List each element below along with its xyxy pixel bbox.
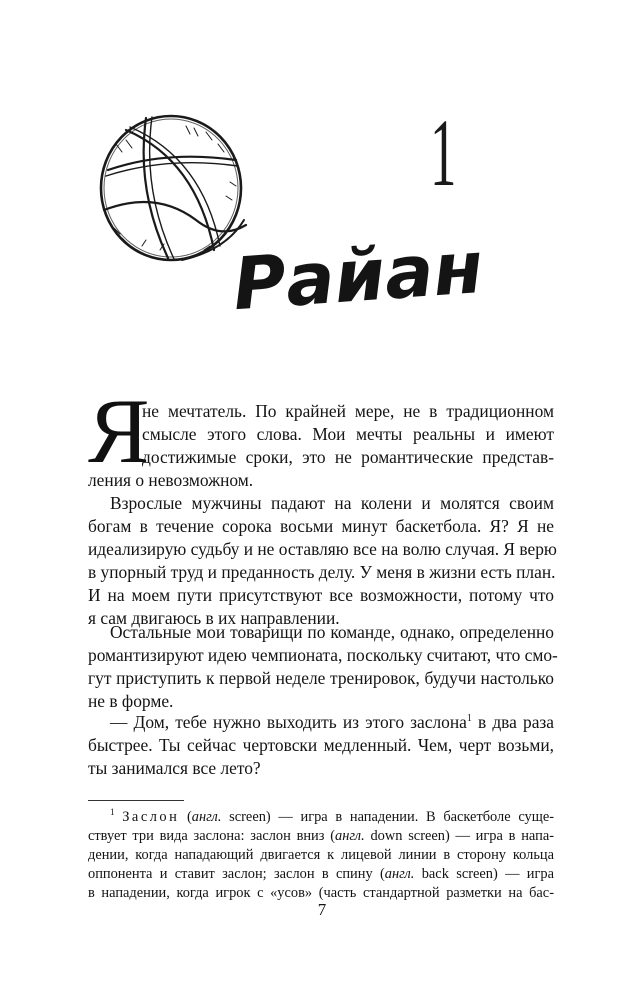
paragraph-2 [88, 492, 557, 630]
text-run: англ. [191, 809, 222, 825]
chapter-title [230, 224, 486, 332]
text-run: в два раза [471, 712, 554, 732]
text-line: И на моем пути присутствуют все возможности, потому что [88, 585, 554, 605]
text-line: ления о невозможном. [88, 470, 254, 490]
footnote-line [88, 827, 554, 846]
footnote-line [88, 865, 554, 884]
footnote-line: дении, когда нападающий двигается к лицевой линии в сторону кольца [88, 847, 554, 863]
text-line: быстрее. Ты сейчас чертовски медленный. Чем, черт возьми, [88, 735, 554, 755]
text-line: романтизируют идею чемпионата, поскольку считают, что смо- [88, 645, 558, 665]
text-line: идеализирую судьбу и не оставляю все на волю случая. Я верю [88, 539, 557, 559]
footnote-separator [88, 800, 184, 801]
chapter-number: 1 [430, 99, 457, 206]
text-line: в упорный труд и преданность делу. У меня в жизни есть план. [88, 562, 556, 582]
text-line: достижимые сроки, это не романтические представ- [142, 447, 554, 467]
footnote-marker: 1 [110, 807, 115, 818]
text-line: не в форме. [88, 691, 174, 711]
text-line [88, 711, 554, 734]
text-run: down screen) — игра в напа- [364, 828, 554, 844]
text-run: англ. [335, 828, 365, 844]
text-run: ствует три вида заслона: заслон вниз ( [88, 828, 336, 844]
text-run: англ. [384, 866, 415, 882]
footnote-reference[interactable]: 1 [466, 713, 472, 725]
text-run: — Дом, тебе нужно выходить из этого заслона [110, 712, 467, 732]
text-run: ( [179, 809, 192, 825]
text-line: не мечтатель. По крайней мере, не в традиционном [142, 401, 554, 421]
paragraph-1 [88, 400, 554, 492]
text-run: screen) — игра в нападении. В баскетболе суще- [221, 809, 554, 825]
text-line: я сам двигаюсь в их направлении. [88, 608, 340, 628]
chapter-title-text: Райан [230, 224, 486, 327]
paragraph-4 [88, 711, 554, 780]
page-number: 7 [317, 900, 327, 919]
footnote-line: в нападении, когда игрок с «усов» (часть стандартной разметки на бас- [88, 885, 554, 901]
paragraph-3 [88, 621, 558, 713]
footnote-line [88, 808, 554, 827]
text-run: back screen) — игра [414, 866, 554, 882]
text-line: Взрослые мужчины падают на колени и молятся своим [110, 493, 554, 513]
text-line: Остальные мои товарищи по команде, однако, определенно [110, 622, 554, 642]
drop-cap: Я [88, 380, 150, 482]
footnote-term: Заслон [122, 809, 180, 825]
footnote [88, 808, 554, 903]
text-line: смысле этого слова. Мои мечты реальны и имеют [142, 424, 554, 444]
text-run: оппонента и ставит заслон; заслон в спину ( [88, 866, 385, 882]
text-line: ты занимался все лето? [88, 758, 261, 778]
text-line: гут приступить к первой неделе тренировок, будучи настолько [88, 668, 554, 688]
text-line: богам в течение сорока восьми минут баскетбола. Я? Я не [88, 516, 554, 536]
